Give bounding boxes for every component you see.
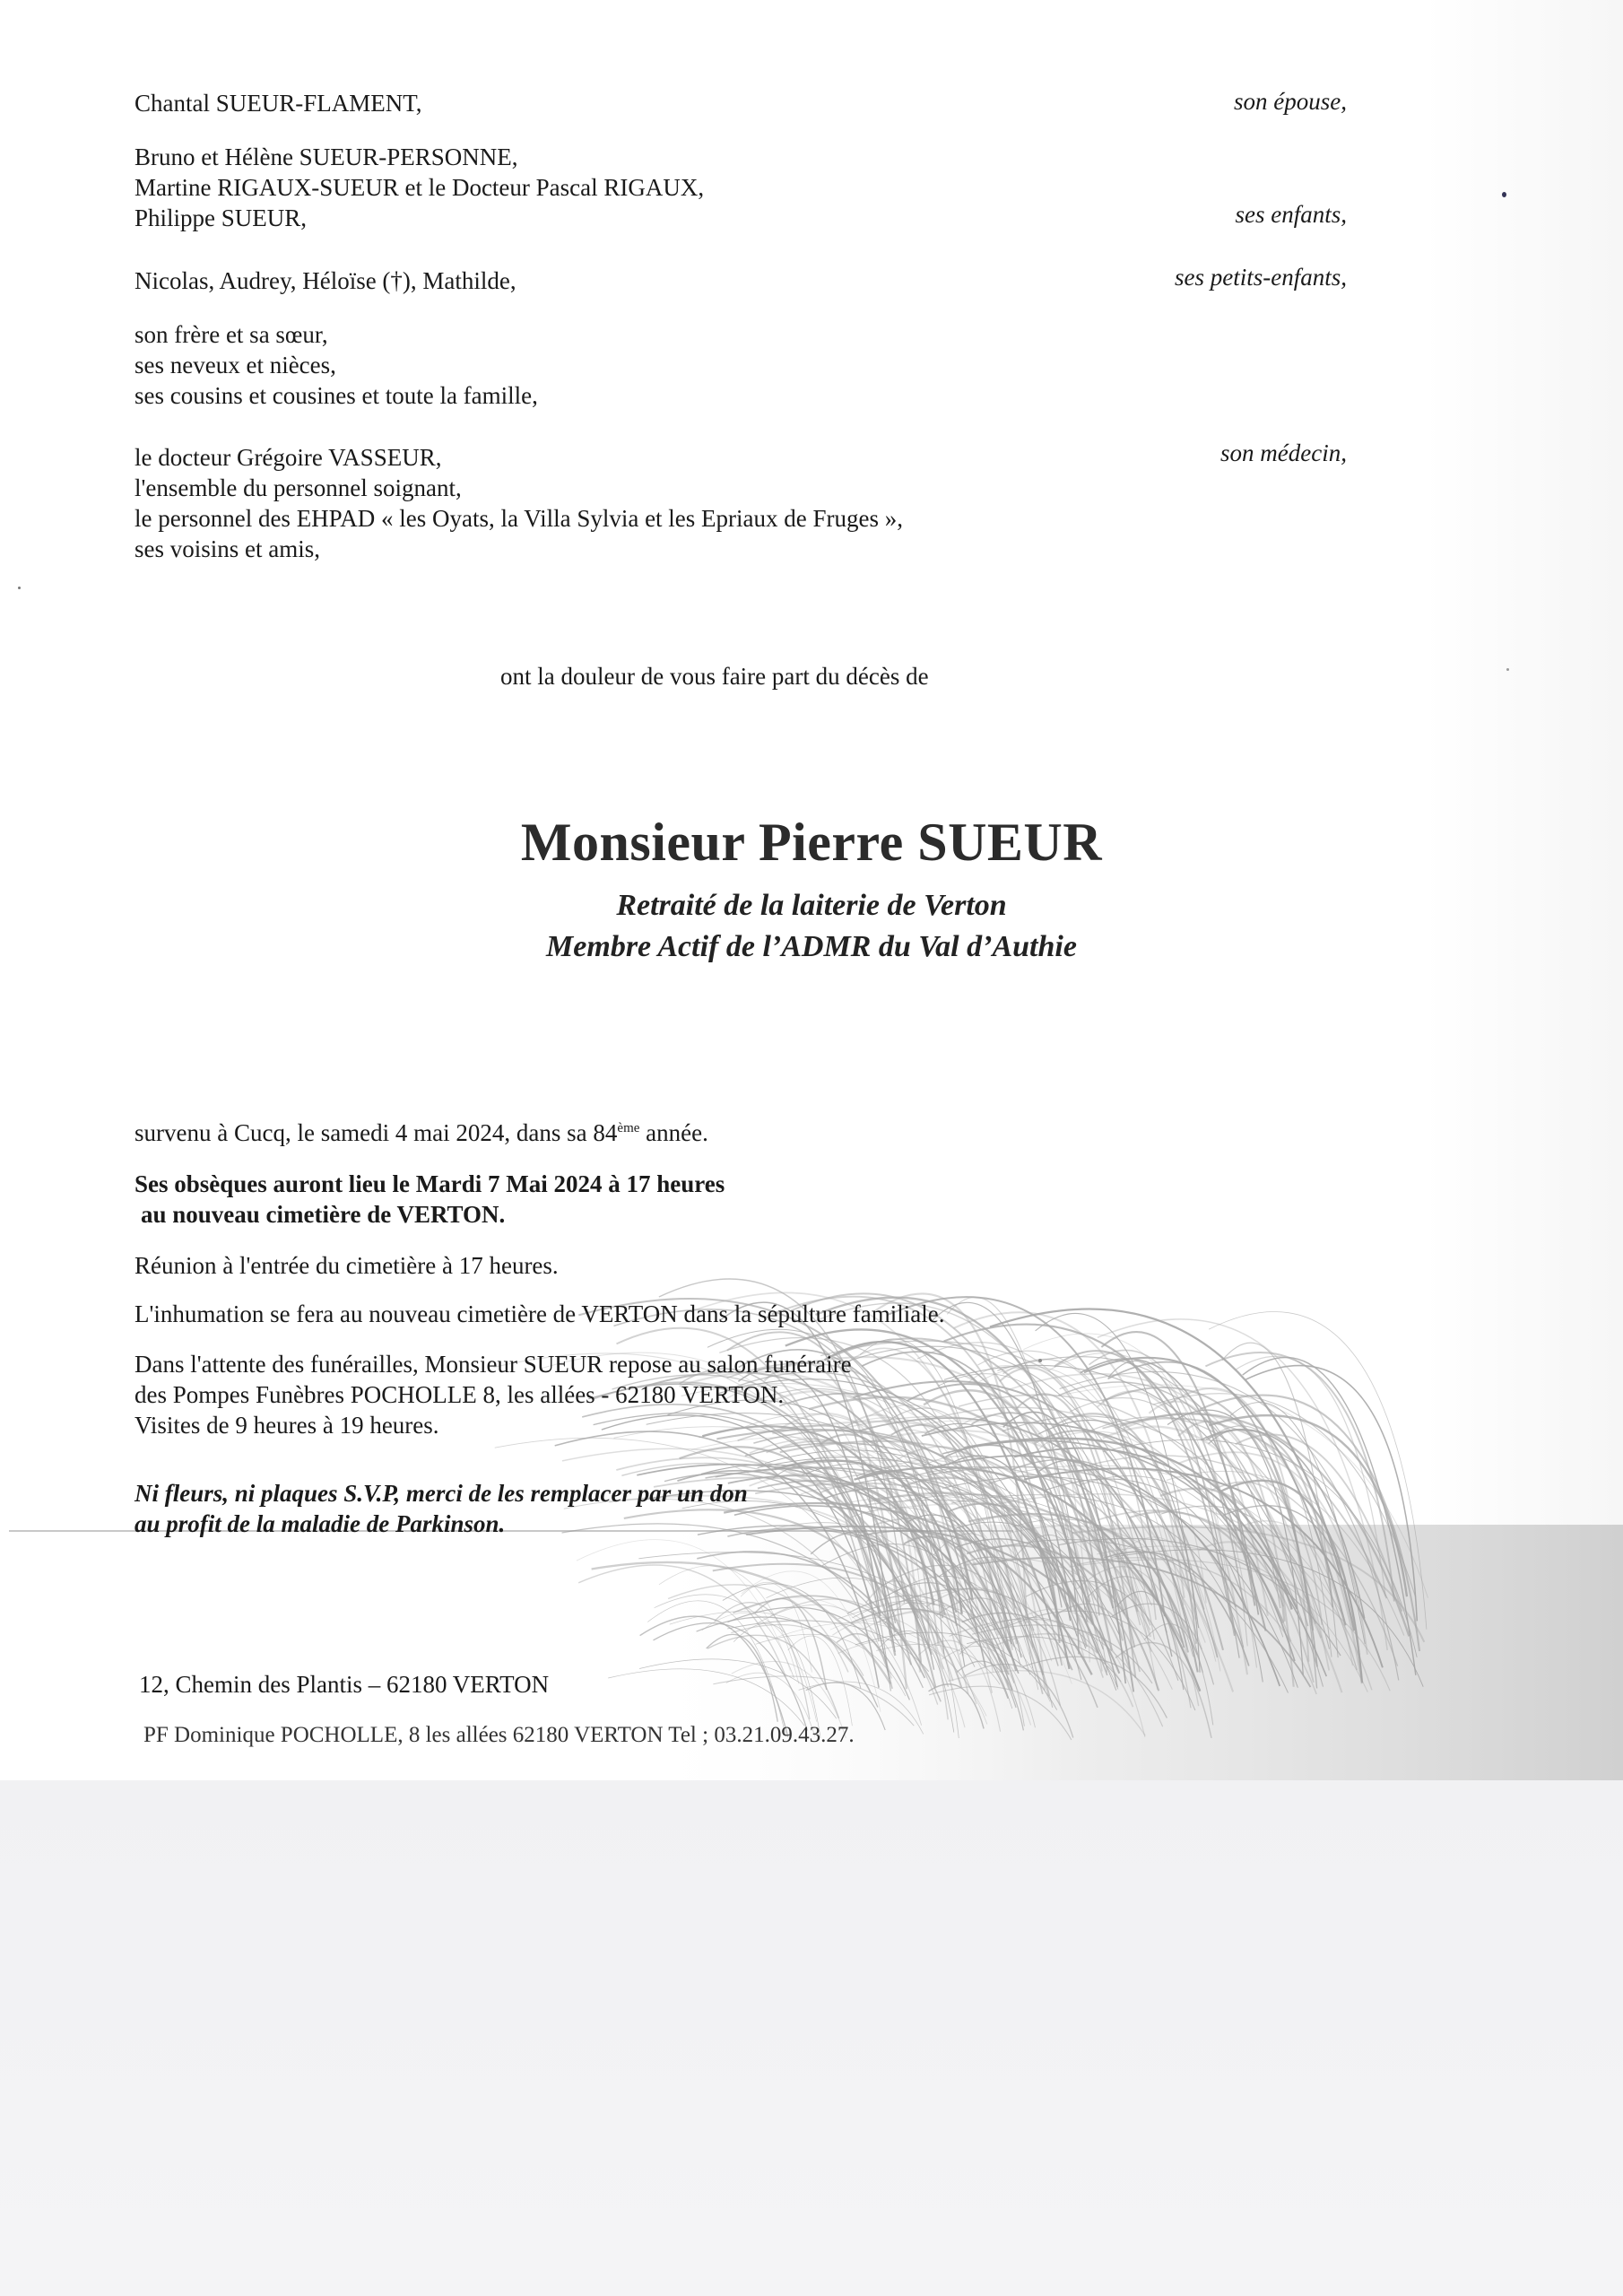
funeral-line-2: au nouveau cimetière de VERTON. xyxy=(141,1201,506,1228)
announcement-text: ont la douleur de vous faire part du décès de xyxy=(500,663,929,690)
spouse-relation: son épouse, xyxy=(1234,88,1347,115)
neighbors-line: ses voisins et amis, xyxy=(135,535,320,562)
children-relation: ses enfants, xyxy=(1235,201,1347,228)
doctor-relation: son médecin, xyxy=(1220,439,1347,466)
funeral-home-contact: PF Dominique POCHOLLE, 8 les allées 62180 VERTON Tel ; 03.21.09.43.27. xyxy=(143,1723,855,1747)
burial-text: L'inhumation se fera au nouveau cimetière de VERTON dans la sépulture familiale. xyxy=(135,1300,945,1327)
relatives-line: ses neveux et nièces, xyxy=(135,352,336,378)
ehpad-line: le personnel des EHPAD « les Oyats, la Villa Sylvia et les Epriaux de Fruges », xyxy=(135,505,903,532)
grandchildren-relation: ses petits-enfants, xyxy=(1175,264,1347,291)
care-staff-line: l'ensemble du personnel soignant, xyxy=(135,474,462,501)
rest-line-1: Dans l'attente des funérailles, Monsieur SUEUR repose au salon funéraire xyxy=(135,1351,852,1378)
deceased-subtitle-2: Membre Actif de l’ADMR du Val d’Authie xyxy=(546,930,1077,963)
doctor-line: le docteur Grégoire VASSEUR, xyxy=(135,444,442,471)
grandchildren-names: Nicolas, Audrey, Héloïse (†), Mathilde, xyxy=(135,267,516,294)
scan-speck xyxy=(1502,192,1506,197)
meeting-text: Réunion à l'entrée du cimetière à 17 heures. xyxy=(135,1252,559,1279)
child-line: Bruno et Hélène SUEUR-PERSONNE, xyxy=(135,144,518,170)
death-notice xyxy=(135,1118,708,1148)
deceased-name: Monsieur Pierre SUEUR xyxy=(520,813,1103,872)
child-line: Philippe SUEUR, xyxy=(135,204,308,231)
relatives-line: son frère et sa sœur, xyxy=(135,321,328,348)
family-address: 12, Chemin des Plantis – 62180 VERTON xyxy=(139,1671,550,1698)
rest-line-3: Visites de 9 heures à 19 heures. xyxy=(135,1412,439,1439)
rest-line-2: des Pompes Funèbres POCHOLLE 8, les allées - 62180 VERTON. xyxy=(135,1381,785,1408)
spouse-name: Chantal SUEUR-FLAMENT, xyxy=(135,90,422,117)
relatives-line: ses cousins et cousines et toute la famille, xyxy=(135,382,538,409)
flowers-line-2: au profit de la maladie de Parkinson. xyxy=(135,1510,506,1537)
death-notice-suffix: année. xyxy=(639,1119,708,1146)
deceased-subtitle-1: Retraité de la laiterie de Verton xyxy=(616,889,1007,922)
death-notice-text: survenu à Cucq, le samedi 4 mai 2024, dans sa 84 xyxy=(135,1119,618,1146)
scan-speck xyxy=(18,587,21,589)
child-line: Martine RIGAUX-SUEUR et le Docteur Pascal RIGAUX, xyxy=(135,174,705,201)
death-notice-superscript: ème xyxy=(617,1121,640,1135)
flowers-line-1: Ni fleurs, ni plaques S.V.P, merci de les remplacer par un don xyxy=(135,1480,748,1507)
scan-speck xyxy=(1038,1359,1042,1362)
funeral-line-1: Ses obsèques auront lieu le Mardi 7 Mai 2024 à 17 heures xyxy=(135,1170,725,1197)
scan-speck xyxy=(1506,668,1509,671)
scan-blank-area xyxy=(0,1780,1623,2296)
